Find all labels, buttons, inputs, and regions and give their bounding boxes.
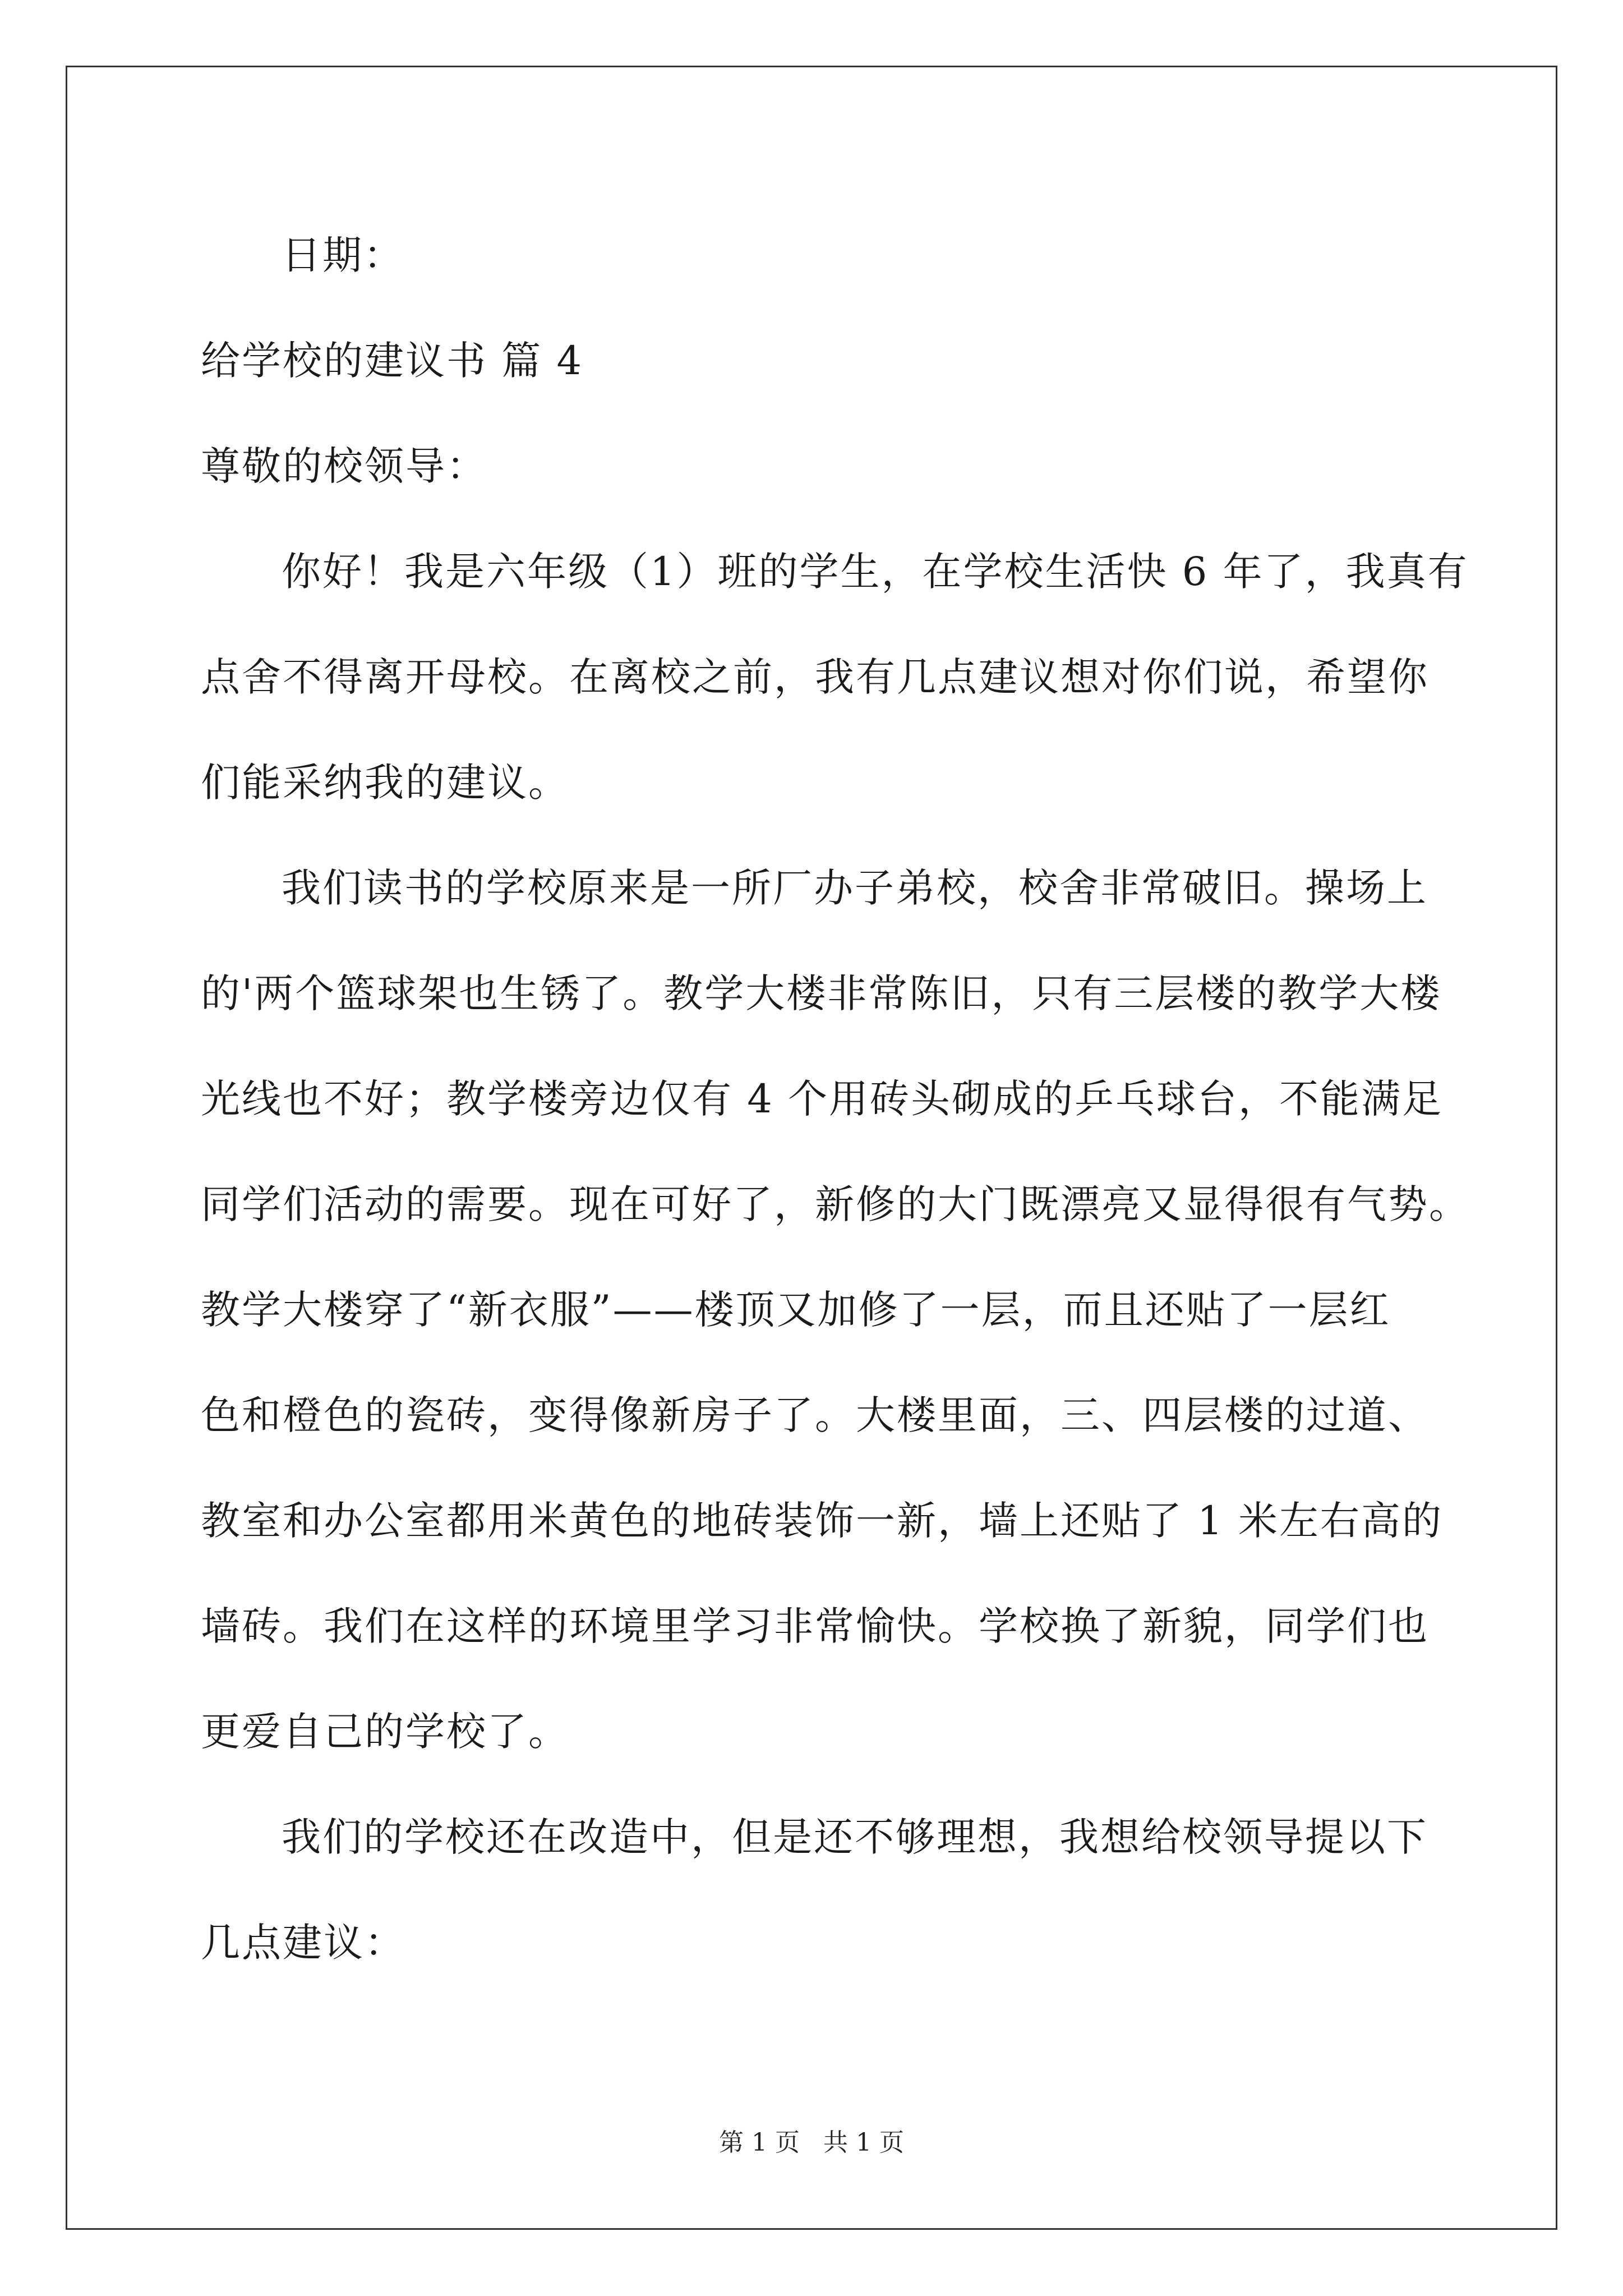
page-border — [66, 66, 1557, 2230]
page-number-total: 共 1 页 — [823, 2128, 904, 2157]
paragraph-line: 你好！我是六年级（1）班的学生，在学校生活快 6 年了，我真有 — [282, 549, 1469, 595]
paragraph-line: 色和橙色的瓷砖，变得像新房子了。大楼里面，三、四层楼的过道、 — [201, 1392, 1429, 1438]
document-heading: 给学校的建议书 篇 4 — [201, 338, 584, 384]
page-footer — [0, 2126, 1623, 2160]
paragraph-line: 的'两个篮球架也生锈了。教学大楼非常陈旧，只有三层楼的教学大楼 — [201, 970, 1442, 1016]
paragraph-line: 们能采纳我的建议。 — [201, 760, 569, 806]
date-label: 日期： — [282, 232, 404, 278]
paragraph-line: 光线也不好；教学楼旁边仅有 4 个用砖头砌成的乒乓球台，不能满足 — [201, 1076, 1444, 1122]
paragraph-line: 我们读书的学校原来是一所厂办子弟校，校舍非常破旧。操场上 — [282, 865, 1428, 911]
paragraph-line: 同学们活动的需要。现在可好了，新修的大门既漂亮又显得很有气势。 — [201, 1181, 1470, 1227]
paragraph-line: 点舍不得离开母校。在离校之前，我有几点建议想对你们说，希望你 — [201, 654, 1429, 700]
paragraph-line: 墙砖。我们在这样的环境里学习非常愉快。学校换了新貌，同学们也 — [201, 1603, 1429, 1649]
salutation: 尊敬的校领导： — [201, 443, 487, 489]
paragraph-line: 几点建议： — [201, 1920, 405, 1966]
paragraph-line: 教室和办公室都用米黄色的地砖装饰一新，墙上还贴了 1 米左右高的 — [201, 1498, 1444, 1544]
paragraph-line: 更爱自己的学校了。 — [201, 1709, 569, 1755]
paragraph-line: 教学大楼穿了“新衣服”——楼顶又加修了一层，而且还贴了一层红 — [201, 1287, 1391, 1333]
page-number-current: 第 1 页 — [719, 2128, 800, 2157]
paragraph-line: 我们的学校还在改造中，但是还不够理想，我想给校领导提以下 — [282, 1814, 1428, 1860]
